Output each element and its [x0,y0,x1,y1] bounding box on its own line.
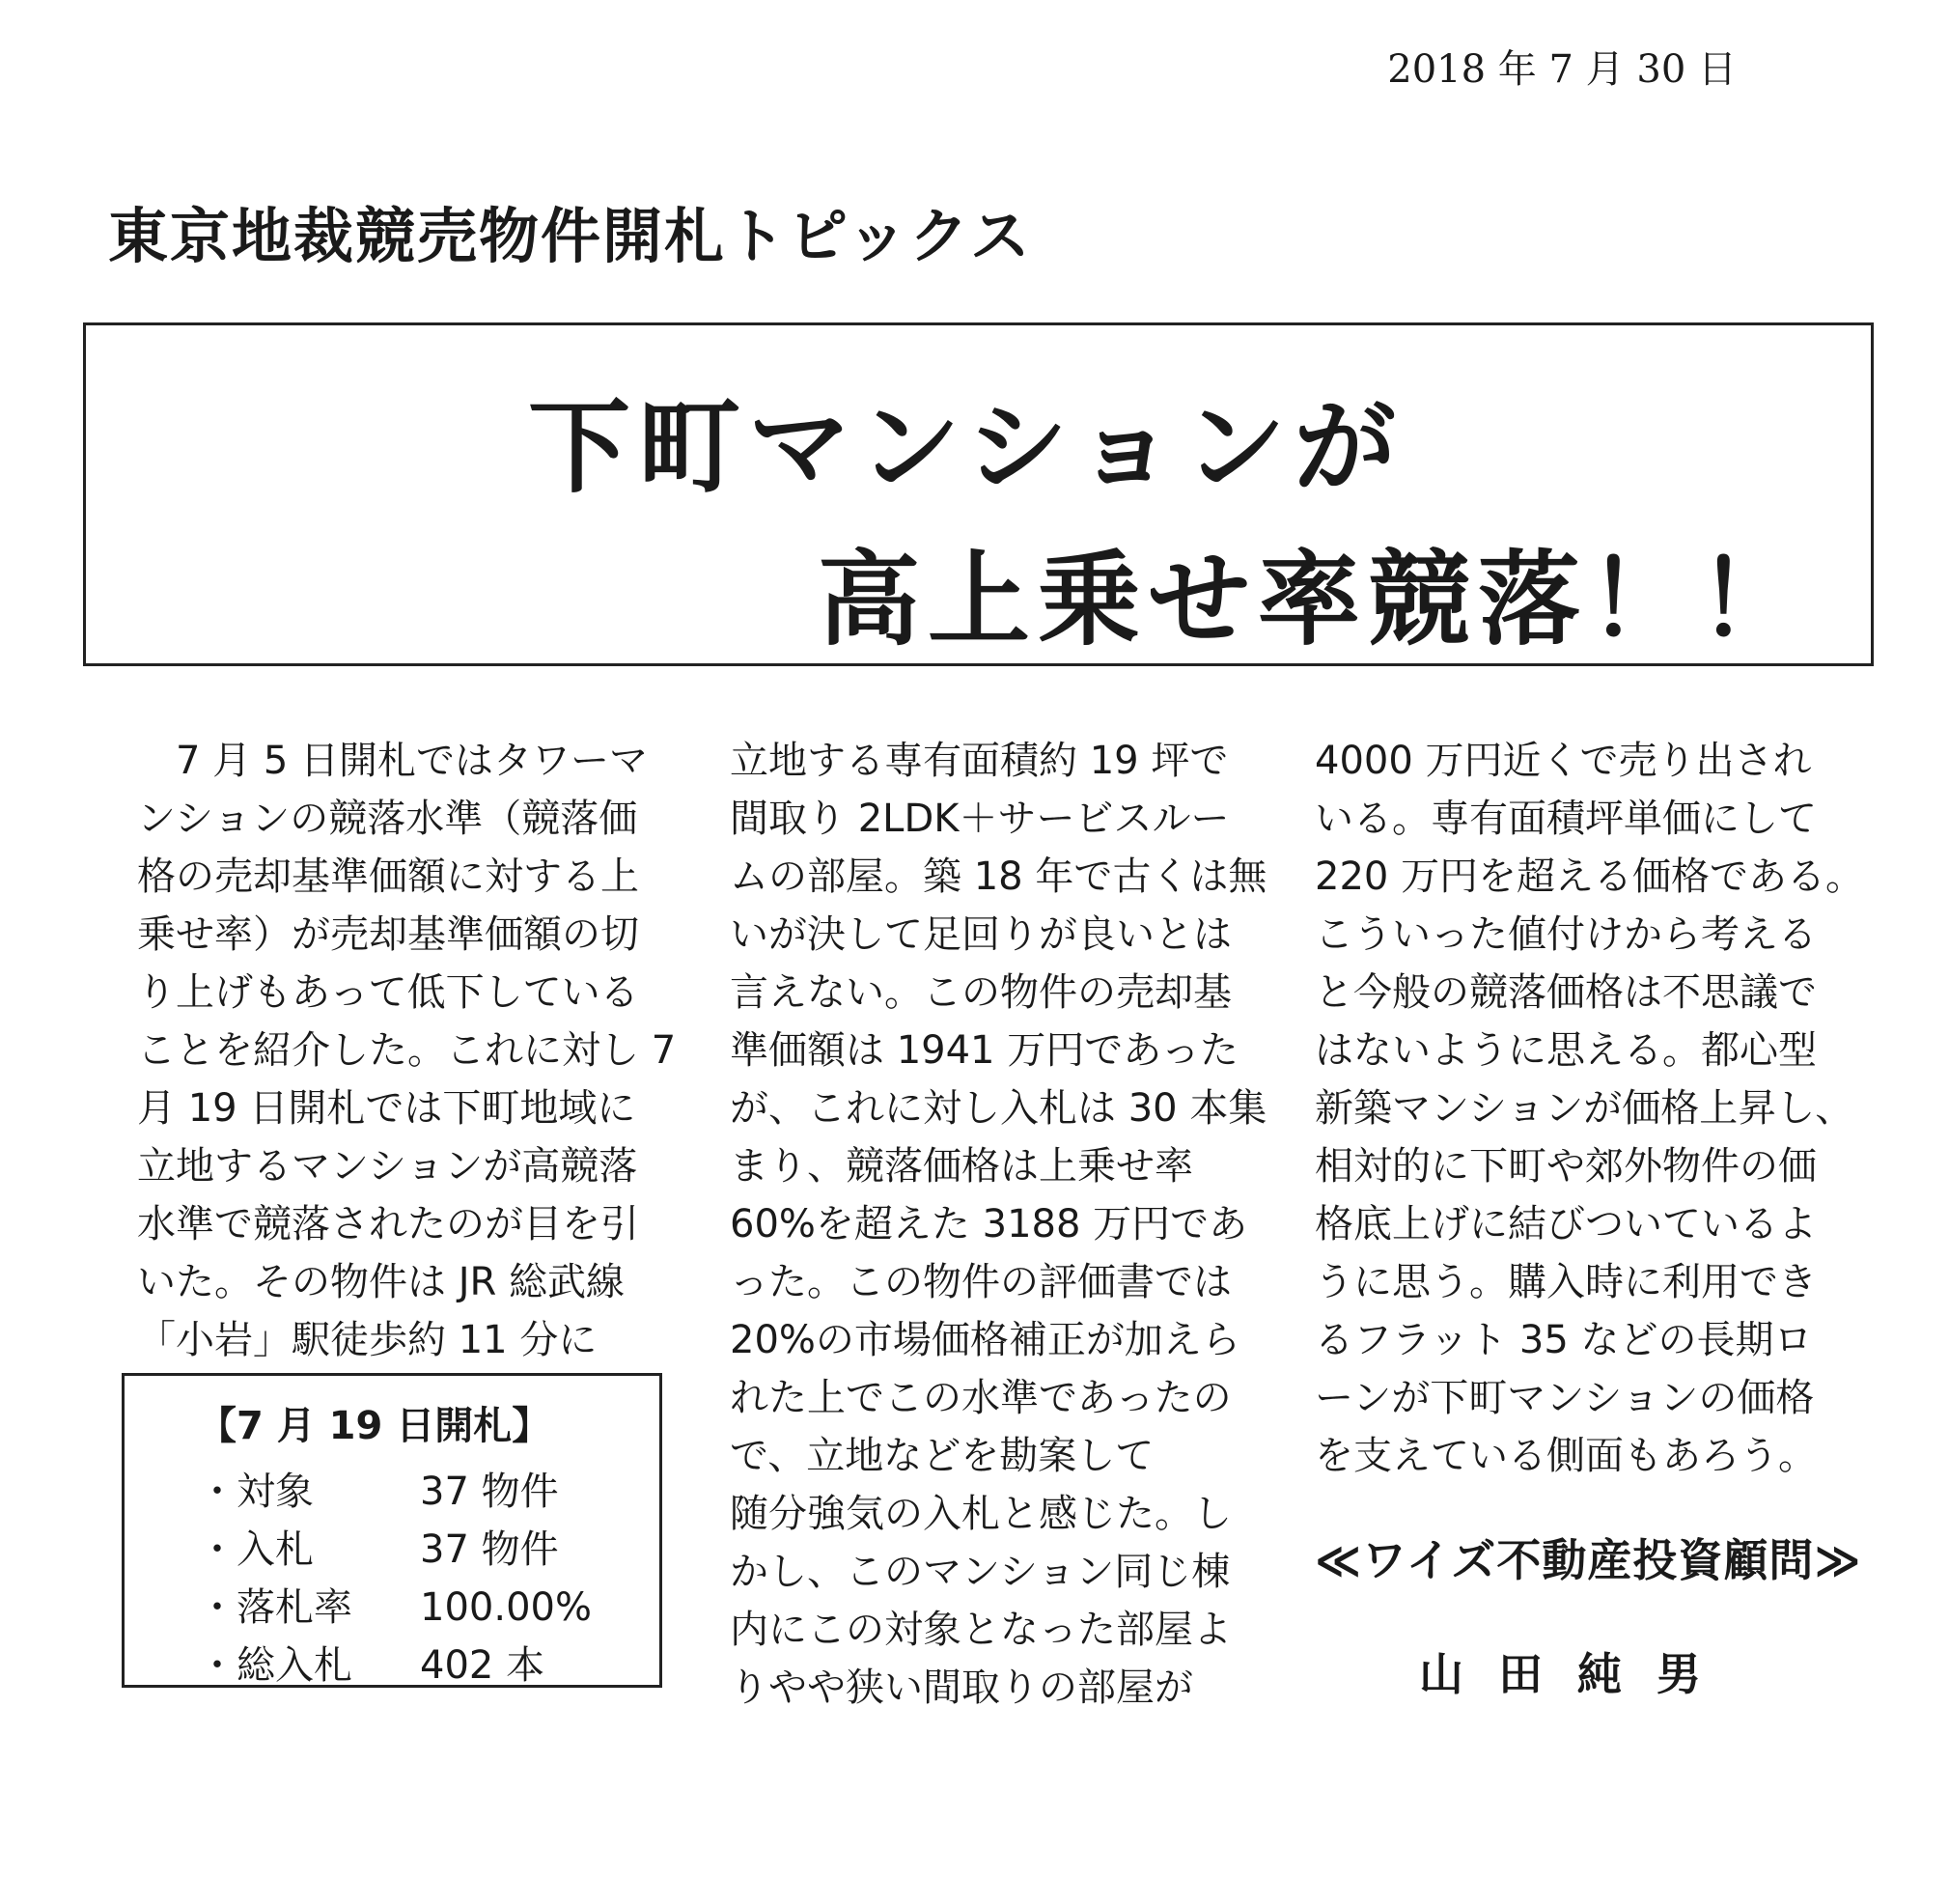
text-line: で、立地などを勘案して [730,1434,1155,1478]
stat-value: 100.00% [420,1585,592,1630]
text-line: が、これに対し入札は 30 本集 [730,1086,1267,1131]
stat-label: ・総入札 [198,1643,352,1688]
text-line: り上げもあって低下している [137,970,639,1015]
auction-stats-box [122,1373,662,1688]
stat-row [198,1519,559,1574]
article-column-3 [1315,732,1865,1485]
stats-title: 【7 月 19 日開札】 [198,1404,551,1448]
headline-line-1: 下町マンションが [528,388,1405,507]
text-line: 60%を超えた 3188 万円であ [730,1202,1248,1246]
text-line: 乗せ率）が売却基準価額の切 [137,912,639,957]
text-line: りやや狭い間取りの部屋が [730,1666,1193,1710]
text-line: ンションの競落水準（競落価 [137,797,638,841]
text-line: 随分強気の入札と感じた。し [730,1492,1232,1536]
text-line: 言えない。この物件の売却基 [730,970,1232,1015]
text-line: いが決して足回りが良いとは [730,912,1232,957]
text-line: 格の売却基準価額に対する上 [137,854,639,899]
publication-date: 2018 年 7 月 30 日 [1387,47,1737,92]
stat-label: ・落札率 [198,1585,352,1630]
stat-value: 37 物件 [420,1470,559,1514]
stat-row [198,1577,592,1632]
text-line: かし、このマンション同じ棟 [730,1550,1231,1594]
article-column-1 [137,732,677,1369]
text-line: はないように思える。都心型 [1315,1028,1817,1073]
stat-row [198,1461,559,1516]
stat-value: 37 物件 [420,1527,559,1572]
text-line: いる。専有面積坪単価にして [1315,797,1817,841]
text-line: と今般の競落価格は不思議で [1315,970,1817,1015]
text-line: 「小岩」駅徒歩約 11 分に [137,1318,598,1362]
organization-name: ≪ワイズ不動産投資顧問≫ [1315,1534,1862,1586]
text-line: 月 19 日開札では下町地域に [137,1086,636,1131]
text-line: 4000 万円近くで売り出され [1315,739,1812,783]
text-line: まり、競落価格は上乗せ率 [730,1144,1193,1189]
stat-label: ・入札 [198,1527,314,1572]
text-line: ムの部屋。築 18 年で古くは無 [730,854,1267,899]
text-line: 7 月 5 日開札ではタワーマ [137,739,649,783]
text-line: 間取り 2LDK＋サービスルー [730,797,1230,841]
stat-value: 402 本 [420,1643,545,1688]
text-line: 内にこの対象となった部屋よ [730,1608,1232,1652]
text-line: った。この物件の評価書では [730,1260,1232,1304]
text-line: 準価額は 1941 万円であった [730,1028,1239,1073]
text-line: るフラット 35 などの長期ロ [1315,1318,1813,1362]
headline-box [83,322,1874,666]
text-line: 220 万円を超える価格である。 [1315,854,1865,899]
topic-title: 東京地裁競売物件開札トピックス [108,201,1032,271]
text-line: ことを紹介した。これに対し 7 [137,1028,677,1073]
headline-line-2: 高上乗せ率競落！！ [818,541,1808,659]
text-line: ーンが下町マンションの価格 [1315,1376,1815,1420]
article-column-2 [730,732,1267,1717]
text-line: いた。その物件は JR 総武線 [137,1260,626,1304]
text-line: 20%の市場価格補正が加えら [730,1318,1240,1362]
text-line: 新築マンションが価格上昇し、 [1315,1086,1854,1131]
text-line: うに思う。購入時に利用でき [1315,1260,1817,1304]
text-line: 立地する専有面積約 19 坪で [730,739,1229,783]
stat-row [198,1635,544,1690]
text-line: 水準で競落されたのが目を引 [137,1202,639,1246]
text-line: 立地するマンションが高競落 [137,1144,638,1189]
stat-label: ・対象 [198,1470,314,1514]
text-line: こういった値付けから考える [1315,912,1817,957]
text-line: れた上でこの水準であったの [730,1376,1232,1420]
text-line: 相対的に下町や郊外物件の価 [1315,1144,1817,1189]
text-line: を支えている側面もあろう。 [1315,1434,1817,1478]
text-line: 格底上げに結びついているよ [1315,1202,1817,1246]
author-name: 山田純男 [1419,1648,1736,1700]
